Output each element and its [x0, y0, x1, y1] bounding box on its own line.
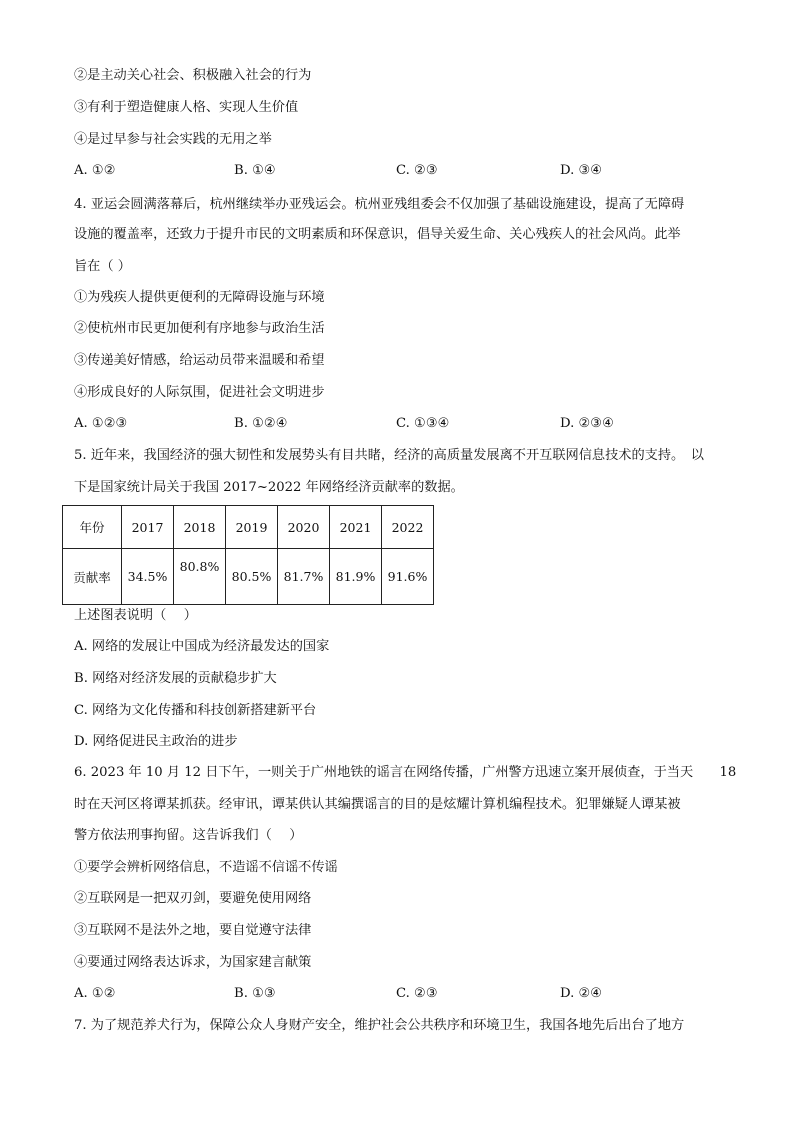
- q6-item-1: ①要学会辨析网络信息，不造谣不信谣不传谣: [74, 860, 338, 875]
- q6-options: [74, 985, 734, 1003]
- q6-item-2: ②互联网是一把双刃剑，要避免使用网络: [74, 891, 312, 906]
- q6-stem-line-1: 6. 2023 年 10 月 12 日下午，一则关于广州地铁的谣言在网络传播，广州警方迅速立案开展侦查，于当天 18: [74, 765, 737, 780]
- q6-option-b: B. ①③: [234, 986, 276, 1001]
- table-cell: 80.8%: [174, 549, 226, 605]
- q5-option-a: A. 网络的发展让中国成为经济最发达的国家: [74, 639, 330, 654]
- contribution-table: [62, 505, 434, 605]
- table-header-cell: 2019: [226, 506, 278, 549]
- q3-option-c: C. ②③: [396, 163, 438, 178]
- q5-question: 上述图表说明（ ）: [74, 608, 197, 623]
- q7-stem-line-1: 7. 为了规范养犬行为，保障公众人身财产安全，维护社会公共秩序和环境卫生，我国各地先后出台了地方: [74, 1018, 685, 1033]
- q5-stem-line-2: 下是国家统计局关于我国 2017~2022 年网络经济贡献率的数据。: [74, 480, 464, 495]
- q6-stem-line-2: 时在天河区将谭某抓获。经审讯，谭某供认其编撰谣言的目的是炫耀计算机编程技术。犯罪嫌疑人谭某被: [74, 797, 681, 812]
- table-cell: 81.7%: [278, 549, 330, 605]
- table-header-cell: 2017: [122, 506, 174, 549]
- table-row: [63, 549, 434, 605]
- table-cell: 81.9%: [330, 549, 382, 605]
- table-header-cell: 2022: [382, 506, 434, 549]
- q5-stem-line-1: 5. 近年来，我国经济的强大韧性和发展势头有目共睹，经济的高质量发展离不开互联网信息技术的支持。 以: [74, 448, 704, 463]
- q4-item-4: ④形成良好的人际氛围，促进社会文明进步: [74, 385, 325, 400]
- q5-option-d: D. 网络促进民主政治的进步: [74, 734, 238, 749]
- q3-option-b: B. ①④: [234, 163, 276, 178]
- q4-item-2: ②使杭州市民更加便利有序地参与政治生活: [74, 321, 325, 336]
- q4-item-1: ①为残疾人提供更便利的无障碍设施与环境: [74, 290, 325, 305]
- table-cell: 91.6%: [382, 549, 434, 605]
- q6-item-3: ③互联网不是法外之地，要自觉遵守法律: [74, 923, 312, 938]
- table-cell: 贡献率: [63, 549, 122, 605]
- q5-option-b: B. 网络对经济发展的贡献稳步扩大: [74, 671, 277, 686]
- table-header-cell: 2020: [278, 506, 330, 549]
- q4-option-b: B. ①②④: [234, 416, 288, 431]
- table-header-cell: 年份: [63, 506, 122, 549]
- q3-item-3: ③有利于塑造健康人格、实现人生价值: [74, 100, 299, 115]
- q4-option-a: A. ①②③: [74, 416, 128, 431]
- table-header-cell: 2021: [330, 506, 382, 549]
- q6-stem-line-3: 警方依法刑事拘留。这告诉我们（ ）: [74, 828, 303, 843]
- table-header-cell: 2018: [174, 506, 226, 549]
- q4-options: [74, 415, 734, 433]
- q4-option-d: D. ②③④: [560, 416, 614, 431]
- q3-option-a: A. ①②: [74, 163, 116, 178]
- table-cell: 80.5%: [226, 549, 278, 605]
- q6-item-4: ④要通过网络表达诉求，为国家建言献策: [74, 955, 312, 970]
- q5-option-c: C. 网络为文化传播和科技创新搭建新平台: [74, 703, 317, 718]
- table-cell: 34.5%: [122, 549, 174, 605]
- q4-stem-line-1: 4. 亚运会圆满落幕后，杭州继续举办亚残运会。杭州亚残组委会不仅加强了基础设施建设，提高了无障碍: [74, 197, 685, 212]
- table-header-row: [63, 506, 434, 549]
- q3-item-4: ④是过早参与社会实践的无用之举: [74, 132, 272, 147]
- q4-option-c: C. ①③④: [396, 416, 450, 431]
- q4-stem-line-2: 设施的覆盖率，还致力于提升市民的文明素质和环保意识，倡导关爱生命、关心残疾人的社会风尚。此举: [74, 227, 681, 242]
- q3-options: [74, 162, 734, 180]
- q6-option-d: D. ②④: [560, 986, 603, 1001]
- q6-option-a: A. ①②: [74, 986, 116, 1001]
- q4-item-3: ③传递美好情感，给运动员带来温暖和希望: [74, 353, 325, 368]
- q3-item-2: ②是主动关心社会、积极融入社会的行为: [74, 68, 312, 83]
- q6-option-c: C. ②③: [396, 986, 438, 1001]
- q3-option-d: D. ③④: [560, 163, 603, 178]
- q4-stem-line-3: 旨在（ ）: [74, 259, 131, 274]
